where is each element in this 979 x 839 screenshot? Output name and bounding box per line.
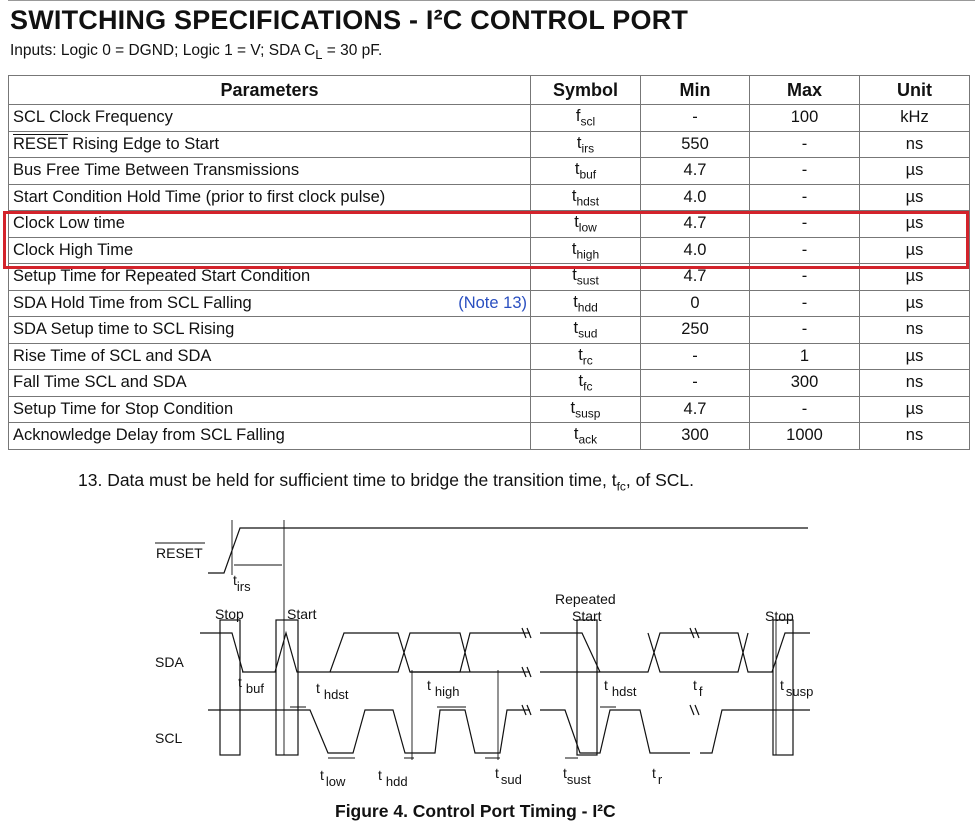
reset-overbar-text: RESET bbox=[13, 134, 68, 153]
max-cell: - bbox=[750, 290, 860, 317]
min-cell: - bbox=[641, 343, 750, 370]
symbol-sub: susp bbox=[575, 405, 601, 420]
max-cell: 300 bbox=[750, 370, 860, 397]
table-body bbox=[9, 105, 970, 450]
parameter-cell bbox=[9, 290, 531, 317]
table-header-row bbox=[9, 76, 970, 105]
symbol-sub: buf bbox=[579, 167, 597, 182]
t-susp-t: t bbox=[780, 677, 784, 693]
waveforms bbox=[200, 520, 810, 760]
timing-diagram bbox=[0, 500, 979, 800]
t-hdd-label bbox=[378, 767, 408, 789]
start-box bbox=[276, 620, 298, 755]
unit-cell: µs bbox=[860, 343, 970, 370]
symbol-cell bbox=[531, 184, 641, 211]
top-rule bbox=[8, 0, 975, 1]
t-low-sub: low bbox=[325, 774, 346, 789]
parameter-text: SDA Hold Time from SCL Falling bbox=[13, 293, 252, 312]
stop-box-1 bbox=[220, 620, 240, 755]
parameter-cell bbox=[9, 184, 531, 211]
sda-waveform-c bbox=[410, 633, 530, 672]
repeated-label: Repeated bbox=[555, 591, 616, 607]
t-buf-label bbox=[238, 674, 264, 696]
min-cell: 4.7 bbox=[641, 211, 750, 238]
symbol-sub: scl bbox=[580, 114, 596, 129]
inputs-note bbox=[10, 42, 382, 62]
t-irs-sub: irs bbox=[236, 579, 251, 594]
parameter-text: Rise Time of SCL and SDA bbox=[13, 346, 212, 365]
scl-waveform-b bbox=[540, 710, 810, 753]
t-r-t: t bbox=[652, 765, 656, 781]
inputs-note-suffix: = 30 pF. bbox=[322, 42, 383, 59]
footnote-sub: fc bbox=[616, 479, 626, 494]
max-cell: - bbox=[750, 158, 860, 185]
max-cell: - bbox=[750, 184, 860, 211]
symbol-base: t bbox=[578, 372, 584, 391]
symbol-base: t bbox=[573, 292, 578, 311]
symbol-base: f bbox=[575, 107, 581, 126]
max-cell: 1 bbox=[750, 343, 860, 370]
symbol-sub: high bbox=[576, 246, 600, 261]
unit-cell: ns bbox=[860, 131, 970, 158]
parameter-text: SDA Setup time to SCL Rising bbox=[13, 320, 235, 339]
header-min: Min bbox=[641, 76, 750, 105]
max-cell: 1000 bbox=[750, 423, 860, 450]
symbol-sub: hdst bbox=[576, 193, 600, 208]
footnote-13 bbox=[78, 470, 694, 494]
t-hdst1-label bbox=[316, 680, 349, 702]
page-title: SWITCHING SPECIFICATIONS - I²C CONTROL PORT bbox=[10, 5, 689, 35]
max-cell: - bbox=[750, 396, 860, 423]
max-cell: - bbox=[750, 211, 860, 238]
symbol-base: t bbox=[572, 266, 577, 285]
symbol-base: t bbox=[571, 186, 577, 205]
t-sud-sub: sud bbox=[500, 772, 522, 787]
symbol-sub: sust bbox=[576, 273, 599, 288]
table-row bbox=[9, 290, 970, 317]
t-sust-sub: sust bbox=[566, 772, 591, 787]
t-susp-label bbox=[780, 677, 813, 699]
symbol-cell bbox=[531, 158, 641, 185]
min-cell: 4.7 bbox=[641, 396, 750, 423]
header-parameters: Parameters bbox=[9, 76, 531, 105]
symbol-cell bbox=[531, 423, 641, 450]
min-cell: - bbox=[641, 105, 750, 132]
table-row bbox=[9, 184, 970, 211]
parameter-text: Fall Time SCL and SDA bbox=[13, 373, 187, 392]
inputs-note-sub: L bbox=[315, 47, 323, 63]
sda-waveform-d bbox=[540, 633, 810, 672]
symbol-cell bbox=[531, 290, 641, 317]
t-f-sub: f bbox=[698, 684, 703, 699]
min-cell: 300 bbox=[641, 423, 750, 450]
parameter-cell bbox=[9, 343, 531, 370]
parameter-cell bbox=[9, 317, 531, 344]
symbol-base: t bbox=[574, 160, 580, 179]
symbol-sub: sud bbox=[578, 326, 598, 341]
unit-cell: µs bbox=[860, 211, 970, 238]
header-symbol: Symbol bbox=[531, 76, 641, 105]
parameter-cell bbox=[9, 370, 531, 397]
symbol-base: t bbox=[578, 345, 583, 364]
symbol-sub: hdd bbox=[577, 299, 598, 314]
t-sud-t: t bbox=[495, 765, 499, 781]
header-unit: Unit bbox=[860, 76, 970, 105]
t-hdst2-t: t bbox=[604, 677, 608, 693]
min-cell: 0 bbox=[641, 290, 750, 317]
symbol-cell bbox=[531, 343, 641, 370]
parameter-text: Acknowledge Delay from SCL Falling bbox=[13, 426, 285, 445]
parameter-cell bbox=[9, 396, 531, 423]
t-irs-label bbox=[233, 572, 251, 594]
min-cell: 250 bbox=[641, 317, 750, 344]
symbol-cell bbox=[531, 105, 641, 132]
t-irs-t: t bbox=[233, 572, 237, 588]
table-row bbox=[9, 158, 970, 185]
highlight-box bbox=[3, 211, 969, 269]
symbol-sub: irs bbox=[581, 140, 595, 155]
sda-label: SDA bbox=[155, 654, 184, 670]
t-buf-sub: buf bbox=[245, 681, 264, 696]
t-susp-sub: susp bbox=[785, 684, 814, 699]
header-max: Max bbox=[750, 76, 860, 105]
parameter-text: Start Condition Hold Time (prior to first clock pulse) bbox=[13, 187, 386, 206]
parameter-text: Clock High Time bbox=[13, 240, 134, 259]
t-r-label bbox=[652, 765, 663, 787]
min-cell: 4.0 bbox=[641, 184, 750, 211]
footnote-suffix: , of SCL. bbox=[625, 470, 694, 490]
reset-waveform bbox=[208, 528, 808, 573]
unit-cell: ns bbox=[860, 423, 970, 450]
unit-cell: µs bbox=[860, 290, 970, 317]
parameter-text: SCL Clock Frequency bbox=[13, 108, 173, 127]
scl-label: SCL bbox=[155, 730, 183, 746]
t-sust-label bbox=[563, 765, 591, 787]
figure-caption: Figure 4. Control Port Timing - I²C bbox=[335, 801, 616, 821]
table-row bbox=[9, 317, 970, 344]
max-cell: - bbox=[750, 264, 860, 291]
parameter-text: Rising Edge to Start bbox=[67, 134, 220, 153]
symbol-base: t bbox=[573, 319, 579, 338]
inputs-note-prefix: Inputs: Logic 0 = DGND; Logic 1 = V; SDA C bbox=[10, 42, 316, 59]
sda-waveform bbox=[200, 633, 505, 672]
parameter-cell bbox=[9, 105, 531, 132]
symbol-base: t bbox=[574, 213, 579, 232]
table-row bbox=[9, 396, 970, 423]
t-sud-label bbox=[495, 765, 522, 787]
t-high-t: t bbox=[427, 677, 431, 693]
symbol-cell bbox=[531, 396, 641, 423]
table-row bbox=[9, 423, 970, 450]
parameter-text: Bus Free Time Between Transmissions bbox=[13, 161, 300, 180]
symbol-sub: ack bbox=[578, 432, 598, 447]
t-low-label bbox=[320, 767, 346, 789]
note-13-link[interactable]: (Note 13) bbox=[458, 293, 527, 312]
t-high-sub: high bbox=[434, 684, 460, 699]
t-sust-t: t bbox=[563, 765, 567, 781]
unit-cell: ns bbox=[860, 370, 970, 397]
parameter-cell bbox=[9, 131, 531, 158]
symbol-sub: low bbox=[578, 220, 597, 235]
repeated-start-box bbox=[577, 620, 597, 755]
symbol-base: t bbox=[570, 398, 576, 417]
reset-label: RESET bbox=[156, 545, 203, 561]
unit-cell: ns bbox=[860, 317, 970, 344]
symbol-sub: fc bbox=[583, 379, 593, 394]
t-hdst1-t: t bbox=[316, 680, 320, 696]
parameter-cell bbox=[9, 158, 531, 185]
t-f-t: t bbox=[693, 677, 697, 693]
table-row bbox=[9, 370, 970, 397]
t-hdd-t: t bbox=[378, 767, 382, 783]
t-low-t: t bbox=[320, 767, 324, 783]
max-cell: - bbox=[750, 317, 860, 344]
parameter-text: Setup Time for Stop Condition bbox=[13, 399, 234, 418]
min-cell: - bbox=[641, 370, 750, 397]
min-cell: 550 bbox=[641, 131, 750, 158]
symbol-cell bbox=[531, 370, 641, 397]
min-cell: 4.0 bbox=[641, 237, 750, 264]
unit-cell: µs bbox=[860, 264, 970, 291]
t-hdst2-label bbox=[604, 677, 637, 699]
symbol-base: t bbox=[571, 239, 577, 258]
min-cell: 4.7 bbox=[641, 158, 750, 185]
sda-waveform-e bbox=[540, 633, 748, 672]
max-cell: - bbox=[750, 131, 860, 158]
symbol-sub: rc bbox=[582, 352, 593, 367]
table-row bbox=[9, 131, 970, 158]
stop-label-1: Stop bbox=[215, 606, 244, 622]
max-cell: - bbox=[750, 237, 860, 264]
parameter-text: Clock Low time bbox=[13, 214, 125, 233]
start-label: Start bbox=[287, 606, 317, 622]
symbol-cell bbox=[531, 131, 641, 158]
unit-cell: µs bbox=[860, 158, 970, 185]
t-buf-t: t bbox=[238, 674, 242, 690]
symbol-cell bbox=[531, 317, 641, 344]
t-r-sub: r bbox=[657, 772, 663, 787]
t-f-label bbox=[693, 677, 703, 699]
footnote-prefix: 13. Data must be held for sufficient time to bridge the transition time, t bbox=[78, 470, 617, 490]
table-row bbox=[9, 105, 970, 132]
unit-cell: µs bbox=[860, 237, 970, 264]
t-hdst2-sub: hdst bbox=[611, 684, 637, 699]
min-cell: 4.7 bbox=[641, 264, 750, 291]
parameter-text: Setup Time for Repeated Start Condition bbox=[13, 267, 311, 286]
symbol-base: t bbox=[576, 133, 582, 152]
t-hdst1-sub: hdst bbox=[323, 687, 349, 702]
parameter-cell bbox=[9, 423, 531, 450]
symbol-base: t bbox=[573, 425, 579, 444]
t-hdd-sub: hdd bbox=[385, 774, 408, 789]
unit-cell: µs bbox=[860, 184, 970, 211]
table-row bbox=[9, 343, 970, 370]
stop-label-2: Stop bbox=[765, 608, 794, 624]
max-cell: 100 bbox=[750, 105, 860, 132]
unit-cell: µs bbox=[860, 396, 970, 423]
t-high-label bbox=[427, 677, 459, 699]
scl-waveform bbox=[208, 710, 530, 753]
repeated-start-label: Start bbox=[572, 608, 602, 624]
unit-cell: kHz bbox=[860, 105, 970, 132]
